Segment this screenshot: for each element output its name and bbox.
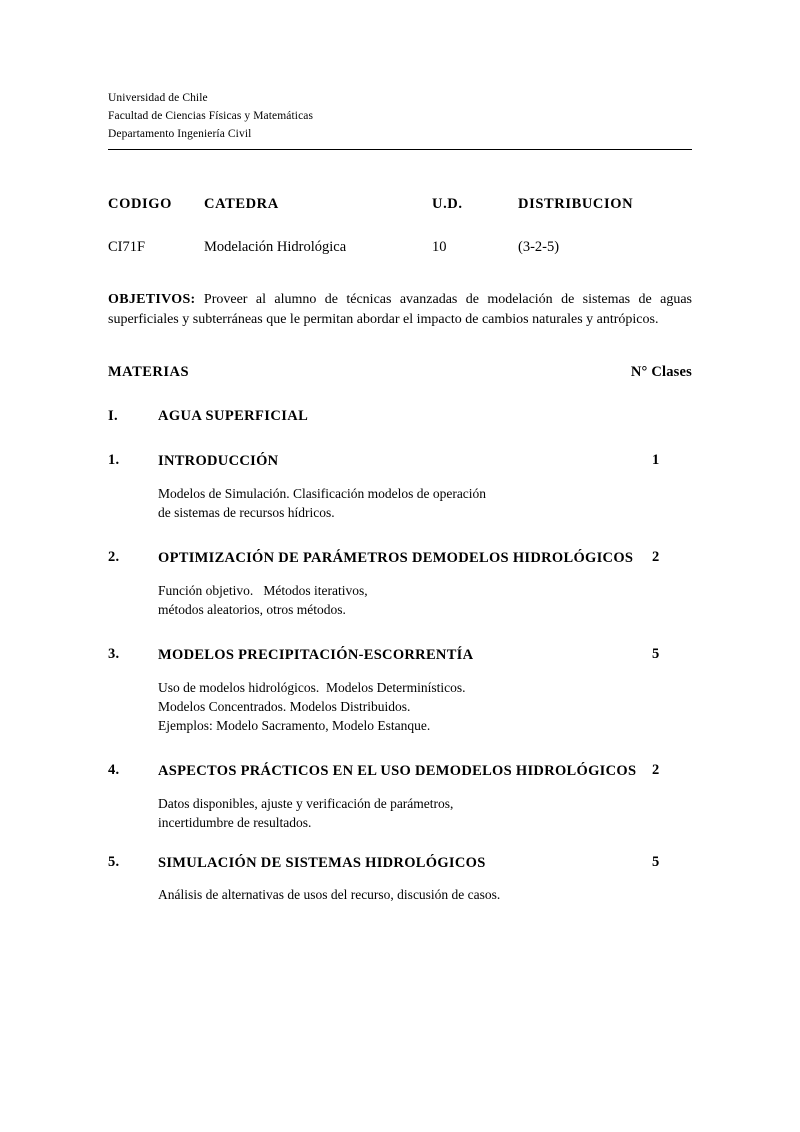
description-line: Ejemplos: Modelo Sacramento, Modelo Estanque. [158, 717, 431, 733]
header-codigo: CODIGO [108, 196, 173, 213]
topic-title-line2: MODELOS HIDROLÓGICOS [435, 762, 637, 779]
topic-description [158, 794, 692, 832]
document-content [108, 90, 692, 905]
topic-title [158, 452, 652, 472]
header-divider [108, 149, 692, 150]
course-table-header-row [108, 196, 692, 239]
topic-title [158, 549, 652, 569]
topic-row [108, 549, 692, 569]
objectives-label: OBJETIVOS: [108, 292, 196, 308]
description-line: de sistemas de recursos hídricos. [158, 504, 335, 520]
letterhead-faculty: Facultad de Ciencias Físicas y Matemáticas [108, 109, 314, 122]
materias-title: MATERIAS [108, 364, 190, 381]
topic-description [158, 581, 692, 619]
description-line: Datos disponibles, ajuste y verificación de parámetros, [158, 795, 454, 811]
topic-row [108, 646, 692, 666]
topic-number: 1. [108, 452, 120, 469]
section-agua-superficial [108, 408, 692, 425]
topic-classes: 5 [652, 645, 660, 662]
topic-title-line1: INTRODUCCIÓN [158, 453, 279, 470]
description-line: Uso de modelos hidrológicos. Modelos Determinísticos. [158, 679, 466, 695]
topic-row [108, 762, 692, 782]
topic-title-line1: ASPECTOS PRÁCTICOS EN EL USO DE [158, 762, 436, 779]
header-catedra: CATEDRA [204, 196, 279, 213]
description-line: incertidumbre de resultados. [158, 814, 312, 830]
description-line: Función objetivo. Métodos iterativos, [158, 582, 368, 598]
topic-description [158, 885, 692, 904]
topic-classes: 1 [652, 452, 660, 469]
topic-number: 4. [108, 761, 120, 778]
materias-header [108, 364, 692, 381]
objectives-text: Proveer al alumno de técnicas avanzadas de modelación de sistemas de aguas superficiales y subterráneas que le permitan abordar el impacto de cambios naturales y antrópicos. [108, 292, 692, 328]
description-line: Modelos de Simulación. Clasificación modelos de operación [158, 485, 487, 501]
header-distribucion: DISTRIBUCION [518, 196, 634, 213]
topic-number: 3. [108, 645, 120, 662]
description-line: métodos aleatorios, otros métodos. [158, 601, 346, 617]
description-line: Análisis de alternativas de usos del recurso, discusión de casos. [158, 887, 501, 903]
cell-ud: 10 [432, 239, 447, 256]
topic-classes: 2 [652, 549, 660, 566]
topic-number: 2. [108, 549, 120, 566]
section-number: I. [108, 408, 119, 425]
letterhead [108, 90, 692, 143]
cell-codigo: CI71F [108, 239, 146, 256]
objectives-paragraph [108, 290, 692, 330]
cell-distribucion: (3-2-5) [518, 239, 560, 256]
topic-title [158, 646, 652, 666]
topic-classes: 2 [652, 761, 660, 778]
topic-title-line1: OPTIMIZACIÓN DE PARÁMETROS DE [158, 550, 433, 567]
course-info-table [108, 196, 692, 256]
topic-row [108, 452, 692, 472]
topic-number: 5. [108, 853, 120, 870]
topic-title [158, 854, 652, 874]
section-classes [652, 408, 692, 425]
topic-classes: 5 [652, 853, 660, 870]
topic-title [158, 762, 652, 782]
letterhead-university: Universidad de Chile [108, 92, 208, 104]
table-row [108, 239, 692, 256]
letterhead-department: Departamento Ingeniería Civil [108, 127, 252, 140]
topic-title-line1: MODELOS PRECIPITACIÓN-ESCORRENTÍA [158, 646, 474, 663]
topic-title-line1: SIMULACIÓN DE SISTEMAS HIDROLÓGICOS [158, 854, 486, 871]
materias-classes-header: N° Clases [630, 364, 692, 381]
header-ud: U.D. [432, 196, 463, 213]
section-title: AGUA SUPERFICIAL [158, 408, 309, 425]
topic-title-line2: MODELOS HIDROLÓGICOS [432, 550, 634, 567]
topic-description [158, 484, 692, 522]
description-line: Modelos Concentrados. Modelos Distribuidos. [158, 698, 411, 714]
cell-catedra: Modelación Hidrológica [204, 239, 347, 256]
topic-row [108, 854, 692, 874]
topic-description [158, 678, 692, 735]
